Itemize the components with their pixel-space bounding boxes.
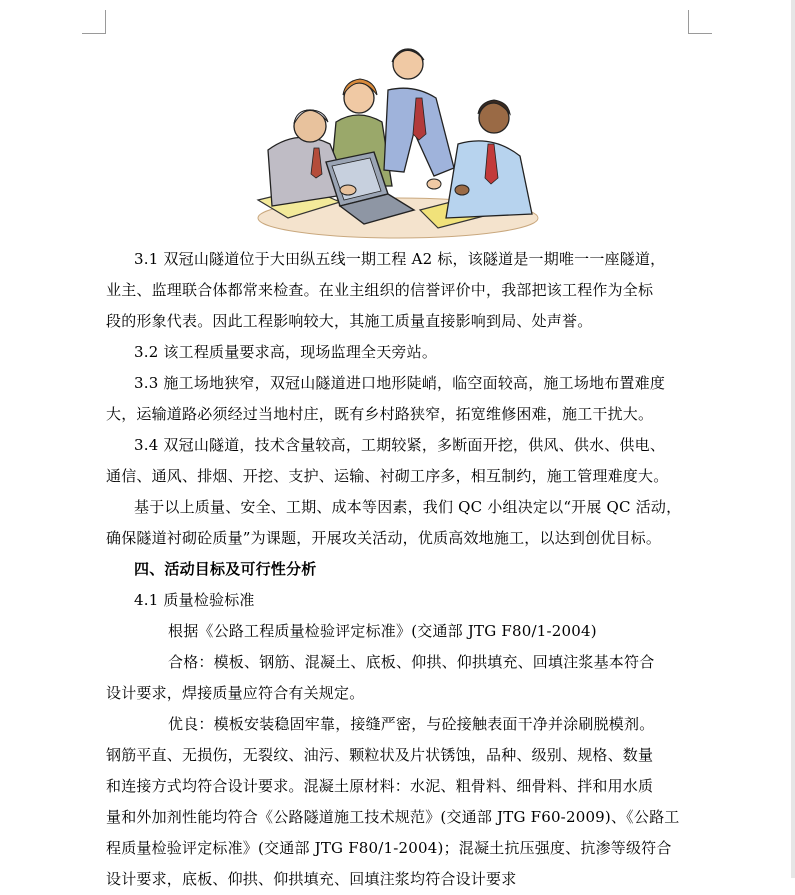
paragraph-line: 3.4 双冠山隧道，技术含量较高，工期较紧，多断面开挖，供风、供水、供电、 bbox=[134, 436, 666, 454]
paragraph-line: 3.3 施工场地狭窄，双冠山隧道进口地形陡峭，临空面较高，施工场地布置难度 bbox=[134, 374, 666, 392]
paragraph-line: 根据《公路工程质量检验评定标准》(交通部 JTG F80/1-2004) bbox=[168, 622, 597, 640]
paragraph-line: 3.1 双冠山隧道位于大田纵五线一期工程 A2 标，该隧道是一期唯一一座隧道， bbox=[134, 250, 666, 268]
paragraph-line: 量和外加剂性能均符合《公路隧道施工技术规范》(交通部 JTG F60-2009)、《公路工 bbox=[106, 808, 680, 826]
paragraph-line: 3.2 该工程质量要求高，现场监理全天旁站。 bbox=[134, 343, 438, 361]
crop-mark-top-right bbox=[688, 10, 689, 34]
team-clipart-image bbox=[248, 40, 548, 240]
paragraph-line: 基于以上质量、安全、工期、成本等因素，我们 QC 小组决定以“开展 QC 活动， bbox=[134, 498, 682, 516]
paragraph-line: 优良：模板安装稳固牢靠，接缝严密，与砼接触表面干净并涂刷脱模剂。 bbox=[168, 715, 655, 733]
paragraph-line: 通信、通风、排烟、开挖、支护、运输、衬砌工序多，相互制约，施工管理难度大。 bbox=[106, 467, 669, 485]
paragraph-line: 钢筋平直、无损伤，无裂纹、油污、颗粒状及片状锈蚀，品种、级别、规格、数量 bbox=[106, 746, 654, 764]
paragraph-line: 大，运输道路必须经过当地村庄，既有乡村路狭窄，拓宽维修困难，施工干扰大。 bbox=[106, 405, 654, 423]
paragraph-line: 确保隧道衬砌砼质量”为课题，开展攻关活动，优质高效地施工，以达到创优目标。 bbox=[106, 529, 662, 547]
body-text bbox=[106, 244, 690, 895]
paragraph-line: 设计要求，底板、仰拱、仰拱填充、回填注浆均符合设计要求 bbox=[106, 870, 517, 888]
paragraph-line: 业主、监理联合体都常来检查。在业主组织的信誉评价中，我部把该工程作为全标 bbox=[106, 281, 654, 299]
subsection-heading: 4.1 质量检验标准 bbox=[134, 591, 255, 609]
paragraph-line: 和连接方式均符合设计要求。混凝土原材料：水泥、粗骨料、细骨料、拌和用水质 bbox=[106, 777, 654, 795]
paragraph-line: 程质量检验评定标准》(交通部 JTG F80/1-2004)；混凝土抗压强度、抗渗等级符合 bbox=[106, 839, 672, 857]
paragraph-line: 设计要求，焊接质量应符合有关规定。 bbox=[106, 684, 365, 702]
crop-mark-top-left bbox=[82, 33, 106, 34]
page-edge bbox=[791, 0, 795, 878]
paragraph-line: 合格：模板、钢筋、混凝土、底板、仰拱、仰拱填充、回填注浆基本符合 bbox=[168, 653, 655, 671]
crop-mark-top-right bbox=[688, 33, 712, 34]
section-heading: 四、活动目标及可行性分析 bbox=[134, 560, 317, 578]
paragraph-line: 段的形象代表。因此工程影响较大，其施工质量直接影响到局、处声誉。 bbox=[106, 312, 593, 330]
crop-mark-top-left bbox=[105, 10, 106, 34]
